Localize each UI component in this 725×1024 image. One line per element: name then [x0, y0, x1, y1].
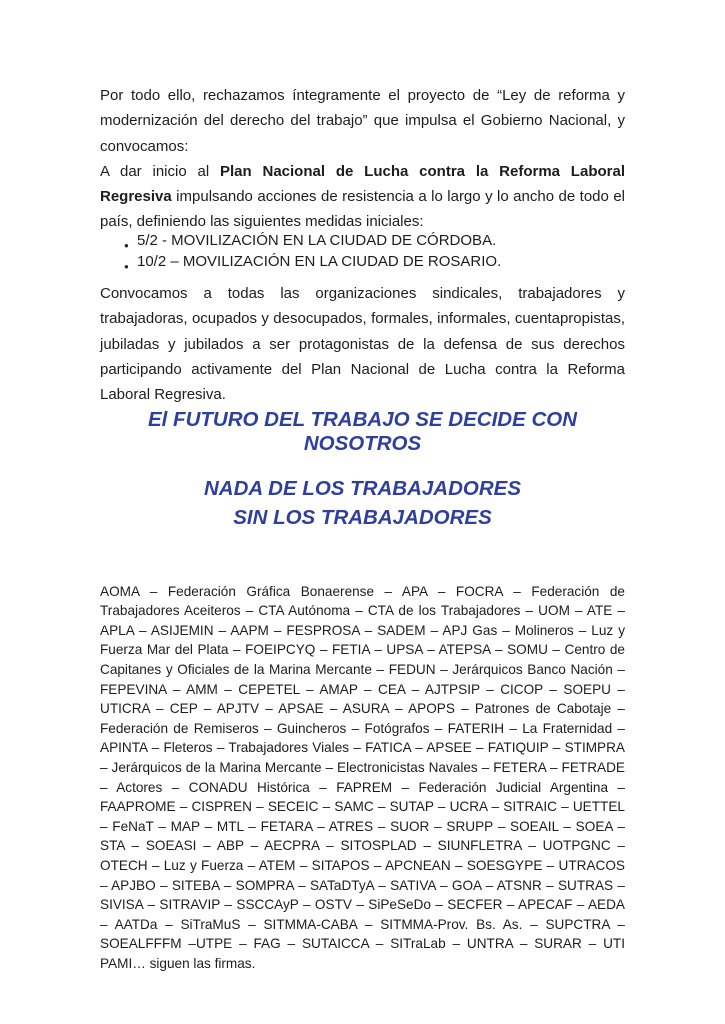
plan-paragraph-prefix: A dar inicio al [100, 162, 220, 180]
plan-name-bold: Plan Nacional de Lucha contra la Reforma Laboral Regresiva [100, 162, 625, 206]
signatories-paragraph: AOMA – Federación Gráfica Bonaerense – APA – FOCRA – Federación de Trabajadores Aceiteros – CTA Autónoma – CTA de los Trabajadores – UOM – ATE – APLA – ASIJEMIN – AAPM – FESPROSA – SADEM – APJ Gas – Molineros – Luz y Fuerza Mar del Plata – FOEIPCYQ – FETIA – UPSA – ATEPSA – SOMU – Centro de Capitanes y Oficiales de la Marina Mercante – FEDUN – Jerárquicos Banco Nación – FEPEVINA – AMM – CEPETEL – AMAP – CEA – AJTPSIP – CICOP – SOEPU – UTICRA – CEP – APJTV – APSAE – ASURA – APOPS – Patrones de Cabotaje – Federación de Remiseros – Guincheros – Fotógrafos – FATERIH – La Fraternidad – APINTA – Fleteros – Trabajadores Viales – FATICA – APSEE – FATIQUIP – STIMPRA – Jerárquicos de la Marina Mercante – Electronicistas Navales – FETERA – FETRADE – Actores – CONADU Histórica – FAPREM – Federación Judicial Argentina – FAAPROME – CISPREN – SECEIC – SAMC – SUTAP – UCRA – SITRAIC – UETTEL – FeNaT – MAP – MTL – FETARA – ATRES – SUOR – SRUPP – SOEAIL – SOEA – STA – SOEASI – ABP – AECPRA – SITOSPLAD – SIUNFLETRA – UOTPGNC – OTECH – Luz y Fuerza – ATEM – SITAPOS – APCNEAN – SOESGYPE – UTRACOS – APJBO – SITEBA – SOMPRA – SATaDTyA – SATIVA – GOA – ATSNR – SUTRAS – SIVISA – SITRAVIP – SSCCAyP – OSTV – SiPeSeDo – SECFER – APECAF – AEDA – AATDa – SiTraMuS – SITMMA-CABA – SITMMA-Prov. Bs. As. – SUPCTRA – SOEALFFFM –UTPE – FAG – SUTAICCA – SITraLab – UNTRA – SURAR – UTI PAMI… siguen las firmas. [100, 583, 625, 971]
list-item-measure-cordoba: ● 5/2 - MOVILIZACIÓN EN LA CIUDAD DE CÓRDOBA. [137, 230, 625, 252]
intro-paragraph: Por todo ello, rechazamos íntegramente el proyecto de “Ley de reforma y modernización del derecho del trabajo” que impulsa el Gobierno Nacional, y convocamos: [100, 87, 625, 155]
slogan-heading-futuro: El FUTURO DEL TRABAJO SE DECIDE CON NOSOTROS [147, 407, 578, 455]
plan-paragraph [100, 159, 625, 235]
plan-paragraph-suffix: impulsando acciones de resistencia a lo largo y lo ancho de todo el país, definiendo las siguientes medidas iniciales: [100, 188, 625, 231]
slogan-line-sin: SIN LOS TRABAJADORES [233, 505, 492, 529]
slogan-heading-nada [100, 474, 625, 532]
call-paragraph: Convocamos a todas las organizaciones sindicales, trabajadores y trabajadoras, ocupados y desocupados, formales, informales, cuentapropistas, jubiladas y jubilados a ser protagonistas de la defensa de sus derechos participando activamente del Plan Nacional de Lucha contra la Reforma Laboral Regresiva. [100, 285, 625, 404]
list-item-measure-rosario: ● 10/2 – MOVILIZACIÓN EN LA CIUDAD DE ROSARIO. [137, 251, 625, 273]
measures-list [100, 230, 625, 273]
slogan-line-nada: NADA DE LOS TRABAJADORES [203, 476, 521, 500]
